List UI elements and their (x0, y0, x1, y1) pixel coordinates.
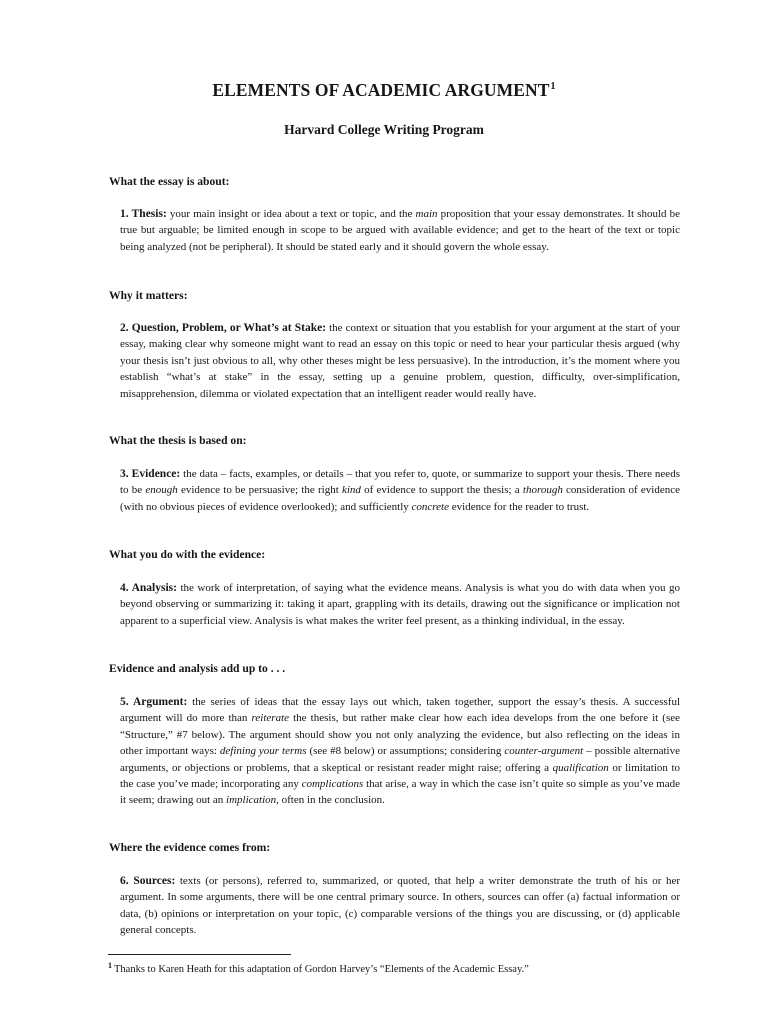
body-text: , often in the conclusion. (276, 794, 385, 807)
emphasis-text: kind (341, 484, 361, 497)
body-text: texts (or persons), referred to, summarized, or quoted, that help a writer demonstrate the truth of his or her argument. In some arguments, there will be one central primary source. In others, sources can offer (a) factual information or data, (b) opinions or interpretation on your topic, (c) comparable versions of the things you are discussing, or (d) applicable general concepts. (120, 875, 680, 937)
section-paragraph (120, 580, 680, 629)
section-paragraph (120, 694, 680, 809)
body-text: consideration of evidence (with no obvious pieces of evidence overlooked); and sufficiently (120, 484, 680, 513)
body-text: that arise, a way in which the case isn’t quite so simple as you’ve made it seem; drawing out an (120, 778, 680, 807)
emphasis-text: reiterate (251, 712, 290, 725)
emphasis-text: defining your terms (219, 745, 307, 758)
section-heading: What you do with the evidence: (109, 548, 266, 561)
document-subtitle: Harvard College Writing Program (284, 122, 484, 137)
body-text: the data – facts, examples, or details – that you refer to, quote, or summarize to support your thesis. There needs to be (120, 468, 680, 497)
emphasis-text: implication (226, 794, 277, 807)
body-text: – possible alternative arguments, or objections or problems, that a skeptical or resistant reader might raise; offering a (120, 745, 680, 774)
section-lead: 6. Sources: (120, 875, 176, 887)
section-paragraph (120, 873, 680, 939)
body-text: or limitation to the case you’ve made; incorporating any (120, 761, 681, 791)
emphasis-text: concrete (411, 500, 449, 513)
section-heading: Evidence and analysis add up to . . . (109, 662, 286, 675)
body-text: evidence to be persuasive; the right (177, 484, 342, 497)
section-lead: 5. Argument: (120, 696, 188, 708)
section-heading: Where the evidence comes from: (109, 841, 271, 854)
emphasis-text: counter-argument (504, 745, 584, 758)
footnote-divider (108, 954, 291, 955)
document-title-text: ELEMENTS OF ACADEMIC ARGUMENT (212, 80, 550, 100)
body-text: evidence for the reader to trust. (449, 500, 590, 513)
emphasis-text: enough (145, 484, 178, 497)
emphasis-text: main (415, 208, 438, 220)
section-heading: What the thesis is based on: (109, 434, 247, 447)
body-text: the context or situation that you establish for your argument at the start of your essay, making clear why someone might want to read an essay on this topic or need to hear your particular thesis argued (why your thesis isn’t just obvious to all, why other theses might be less persuasive). In the introduction, it’s the moment where you establish “what’s at stake” in the essay, setting up a genuine problem, question, difficulty, over-simplification, misapprehension, dilemma or violated expectation that an intelligent reader would really have. (120, 322, 680, 400)
section-heading: What the essay is about: (109, 175, 230, 188)
title-footnote-mark: 1 (550, 81, 556, 92)
body-text: the series of ideas that the essay lays out which, taken together, support the essay’s thesis. A successful argument will do more than (120, 696, 680, 725)
section-heading: Why it matters: (109, 289, 188, 302)
section-paragraph (120, 206, 680, 255)
body-text: of evidence to support the thesis; a (360, 484, 523, 497)
section-paragraph (120, 320, 680, 402)
body-text: the thesis, but rather make clear how each idea develops from the one before it (see “Structure,” #7 below). The argument should show you not only analyzing the evidence, but also reflecting on the ideas in other important ways: (120, 712, 681, 758)
footnote-text: Thanks to Karen Heath for this adaptation of Gordon Harvey’s “Elements of the Academic Essay.” (114, 964, 529, 975)
body-text: the work of interpretation, of saying what the evidence means. Analysis is what you do with data when you go beyond observing or summarizing it: taking it apart, grappling with its details, drawing out the significance or implication not apparent to a superficial view. Analysis is what makes the writer feel present, as a thinking individual, in the essay. (120, 582, 680, 627)
body-text: your main insight or idea about a text or topic, and the (166, 208, 416, 220)
footnote-mark: 1 (108, 961, 112, 970)
emphasis-text: thorough (522, 484, 563, 497)
body-text: proposition that your essay demonstrates. It should be true but arguable; be limited enough in scope to be argued with available evidence; and get to the heart of the text or topic being analyzed (not be peripheral). It should be stated early and it should govern the whole essay. (120, 208, 680, 253)
footnote (108, 961, 529, 975)
document-title (0, 80, 768, 101)
section-lead: 1. Thesis: (120, 208, 167, 220)
section-paragraph (120, 466, 680, 515)
section-lead: 3. Evidence: (120, 468, 181, 480)
body-text: (see #8 below) or assumptions; considering (306, 745, 505, 758)
section-lead: 2. Question, Problem, or What’s at Stake: (120, 322, 327, 334)
section-lead: 4. Analysis: (120, 582, 177, 594)
emphasis-text: complications (301, 778, 364, 791)
emphasis-text: qualification (552, 761, 609, 774)
